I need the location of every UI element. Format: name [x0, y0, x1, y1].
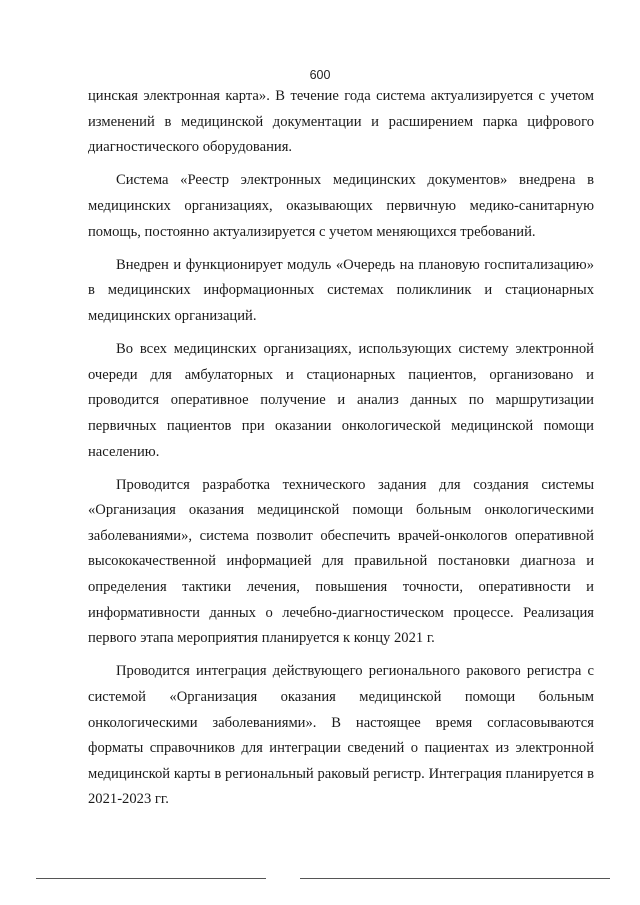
paragraph-cancer-registry: Проводится интеграция действующего регионального ракового регистра с системой «Организация оказания медицинской помощи больным онкологическими заболеваниями». В настоящее время согласовываются форматы справочников для интеграции сведений о пациентах из электронной медицинской карты в региональный раковый регистр. Интеграция планируется в 2021-2023 гг.	[88, 663, 594, 808]
paragraph-queue-module: Внедрен и функционирует модуль «Очередь на плановую госпитализацию» в медицинских информационных системах поликлиник и стационарных медицинских организаций.	[88, 256, 594, 324]
footer-rule-right	[300, 878, 610, 879]
document-body	[88, 84, 594, 821]
paragraph-oncology-system: Проводится разработка технического задания для создания системы «Организация оказания медицинской помощи больным онкологическими заболеваниями», система позволит обеспечить врачей-онкологов оперативной высококачественной информацией для правильной постановки диагноза и определения тактики лечения, повышения точности, оперативности и информативности данных о лечебно-диагностическом процессе. Реализация первого этапа мероприятия планируется к концу 2021 г.	[88, 476, 594, 647]
paragraph-registry: Система «Реестр электронных медицинских документов» внедрена в медицинских организациях, оказывающих первичную медико-санитарную помощь, постоянно актуализируется с учетом меняющихся требований.	[88, 172, 594, 240]
paragraph-continuation: цинская электронная карта». В течение года система актуализируется с учетом изменений в медицинской документации и расширением парка цифрового диагностического оборудования.	[88, 88, 594, 156]
paragraph-electronic-queue: Во всех медицинских организациях, использующих систему электронной очереди для амбулаторных и стационарных пациентов, организовано и проводится оперативное получение и анализ данных по маршрутизации первичных пациентов при оказании онкологической медицинской помощи населению.	[88, 341, 594, 460]
footer-rule-left	[36, 878, 266, 879]
page-number: 600	[309, 68, 331, 82]
